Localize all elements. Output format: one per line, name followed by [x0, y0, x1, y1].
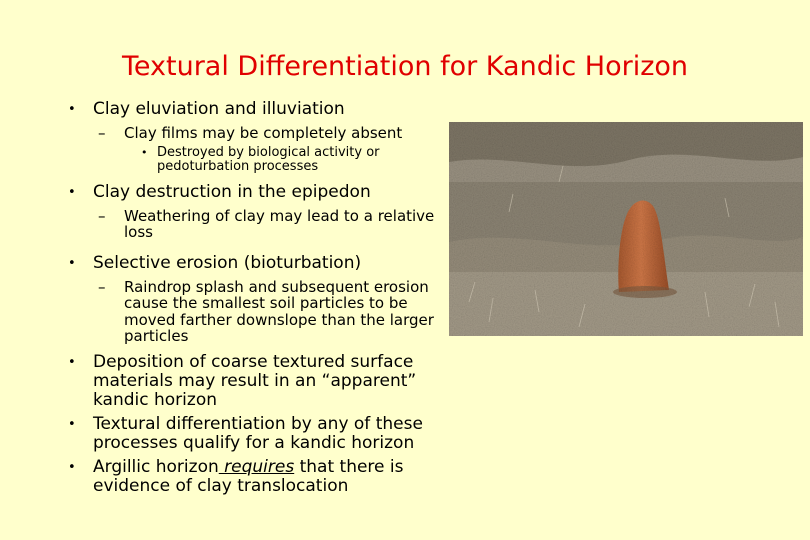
termite-mound-photo-drawing [449, 122, 803, 336]
bullet-selective-erosion: • Selective erosion (bioturbation) [66, 254, 456, 273]
requires-emphasis: requires [218, 456, 295, 477]
bullet-argillic-horizon [66, 458, 456, 496]
bullet-deposition: • Deposition of coarse textured surface materials may result in an “apparent” kandic horizon [66, 353, 456, 410]
bullet-clay-destruction: • Clay destruction in the epipedon [66, 183, 456, 202]
sub-bullet-raindrop: – Raindrop splash and subsequent erosion cause the smallest soil particles to be moved farther downslope than the larger particles [98, 279, 456, 345]
bullet-textural-differentiation: • Textural differentiation by any of these processes qualify for a kandic horizon [66, 415, 456, 453]
slide-title: Textural Differentiation for Kandic Horizon [121, 51, 688, 82]
bullet-list [66, 95, 456, 496]
sub-bullet-weathering: – Weathering of clay may lead to a relative loss [98, 208, 456, 241]
sub-sub-bullet-destroyed: • Destroyed by biological activity or pedoturbation processes [141, 146, 456, 175]
sub-bullet-clay-films: – Clay films may be completely absent [98, 125, 456, 142]
argillic-text-end: that there is evidence of clay translocation [93, 456, 404, 496]
bullet-clay-eluviation: • Clay eluviation and illuviation [66, 100, 456, 119]
argillic-text-start: Argillic horizon [93, 456, 219, 477]
termite-mound-photo [449, 122, 803, 336]
